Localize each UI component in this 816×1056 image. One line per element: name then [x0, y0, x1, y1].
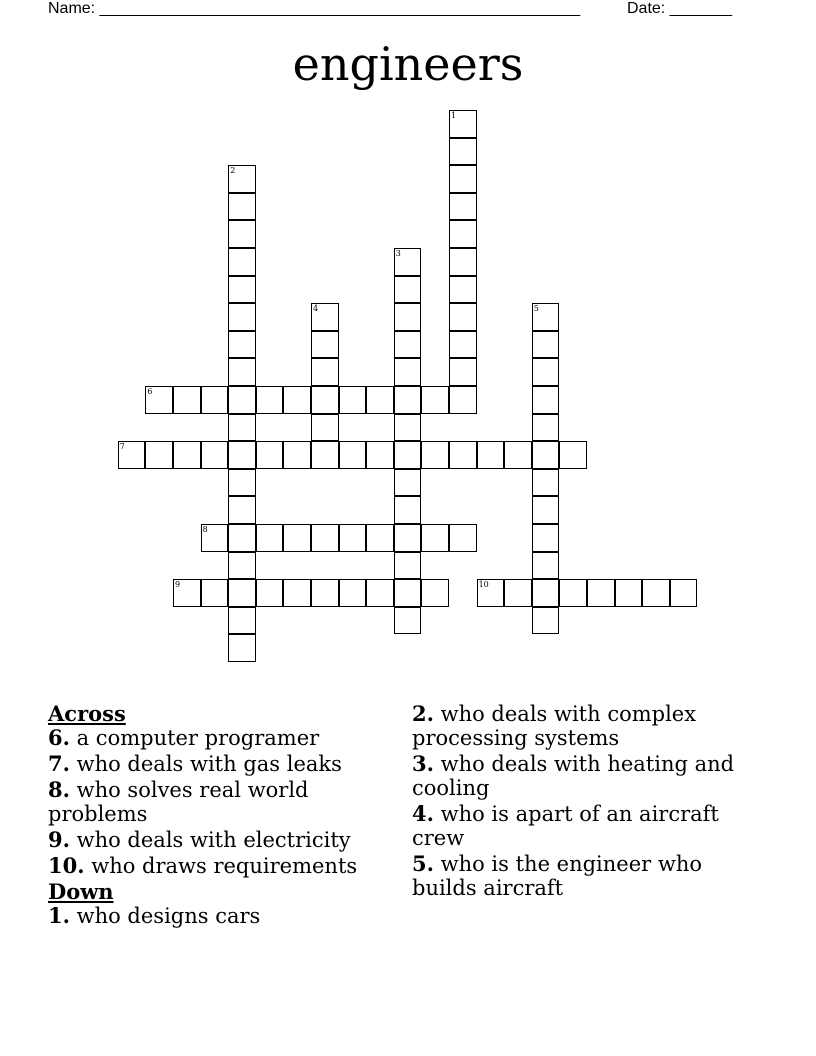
grid-cell[interactable]: [283, 579, 311, 607]
clue-number: 5.: [412, 851, 434, 876]
clue-number: 4.: [412, 801, 434, 826]
grid-cell[interactable]: [504, 579, 532, 607]
grid-cell[interactable]: [559, 441, 587, 469]
grid-cell[interactable]: [449, 303, 477, 331]
grid-cell[interactable]: [421, 579, 449, 607]
grid-cell[interactable]: [449, 248, 477, 276]
grid-cell[interactable]: [449, 165, 477, 193]
grid-cell[interactable]: [283, 441, 311, 469]
clue-item: [48, 904, 388, 928]
grid-cell[interactable]: [421, 441, 449, 469]
grid-cell[interactable]: [366, 524, 394, 552]
grid-cell[interactable]: [559, 579, 587, 607]
grid-cell[interactable]: [173, 441, 201, 469]
grid-cell[interactable]: [228, 358, 256, 386]
grid-cell[interactable]: [394, 441, 422, 469]
grid-cell[interactable]: [256, 441, 284, 469]
grid-cell[interactable]: [532, 579, 560, 607]
clue-number: 7.: [48, 751, 70, 776]
cell-number: 9: [175, 580, 181, 590]
clue-text: a computer programer: [69, 726, 320, 750]
grid-cell[interactable]: [394, 552, 422, 580]
grid-cell[interactable]: [228, 248, 256, 276]
grid-cell[interactable]: [670, 579, 698, 607]
grid-cell[interactable]: [201, 386, 229, 414]
across-heading: Across: [48, 701, 126, 726]
clue-item: [412, 852, 752, 900]
grid-cell[interactable]: [228, 386, 256, 414]
clues-right-column: [412, 702, 752, 902]
grid-cell[interactable]: [228, 220, 256, 248]
grid-cell[interactable]: [532, 303, 560, 331]
grid-cell[interactable]: [311, 414, 339, 442]
clue-text: who is apart of an aircraft crew: [412, 802, 719, 850]
grid-cell[interactable]: [394, 607, 422, 635]
grid-cell[interactable]: [228, 552, 256, 580]
grid-cell[interactable]: [228, 496, 256, 524]
grid-cell[interactable]: [311, 303, 339, 331]
grid-cell[interactable]: [532, 331, 560, 359]
grid-cell[interactable]: [394, 303, 422, 331]
grid-cell[interactable]: [228, 414, 256, 442]
cell-number: 3: [395, 249, 401, 258]
clue-item: [48, 778, 388, 826]
grid-cell[interactable]: [145, 386, 173, 414]
grid-cell[interactable]: [311, 358, 339, 386]
grid-cell[interactable]: [421, 386, 449, 414]
grid-cell[interactable]: [228, 524, 256, 552]
clue-text: who designs cars: [69, 904, 261, 928]
grid-cell[interactable]: [228, 579, 256, 607]
clue-text: who deals with complex processing systems: [412, 702, 697, 750]
grid-cell[interactable]: [311, 579, 339, 607]
clue-number: 6.: [48, 725, 70, 750]
grid-cell[interactable]: [283, 386, 311, 414]
grid-cell[interactable]: [532, 469, 560, 497]
cell-number: 5: [533, 304, 539, 314]
clue-text: who solves real world problems: [48, 778, 309, 826]
grid-cell[interactable]: [228, 193, 256, 221]
grid-cell[interactable]: [228, 469, 256, 497]
clue-text: who is the engineer who builds aircraft: [412, 852, 703, 900]
clue-item: [48, 828, 388, 852]
grid-cell[interactable]: [145, 441, 173, 469]
cell-number: 7: [119, 442, 125, 452]
clue-item: [412, 702, 752, 750]
grid-cell[interactable]: [256, 524, 284, 552]
grid-cell[interactable]: [532, 358, 560, 386]
clue-number: 1.: [48, 903, 70, 928]
grid-cell[interactable]: [477, 441, 505, 469]
grid-cell[interactable]: [449, 386, 477, 414]
grid-cell[interactable]: [256, 386, 284, 414]
clue-text: who deals with heating and cooling: [412, 752, 735, 800]
grid-cell[interactable]: [311, 441, 339, 469]
grid-cell[interactable]: [366, 441, 394, 469]
clue-text: who deals with electricity: [69, 828, 351, 852]
grid-cell[interactable]: [477, 579, 505, 607]
grid-cell[interactable]: [173, 579, 201, 607]
grid-cell[interactable]: [532, 386, 560, 414]
cell-number: 4: [313, 304, 319, 314]
grid-cell[interactable]: [228, 165, 256, 193]
clues-left-column: [48, 702, 388, 930]
grid-cell[interactable]: [532, 524, 560, 552]
clue-text: who draws requirements: [84, 854, 358, 878]
grid-cell[interactable]: [642, 579, 670, 607]
grid-cell[interactable]: [173, 386, 201, 414]
clue-number: 3.: [412, 751, 434, 776]
clue-number: 10.: [48, 853, 85, 878]
clue-number: 2.: [412, 701, 434, 726]
down-heading: Down: [48, 879, 114, 904]
clue-number: 9.: [48, 827, 70, 852]
grid-cell[interactable]: [118, 441, 146, 469]
grid-cell[interactable]: [449, 276, 477, 304]
grid-cell[interactable]: [201, 579, 229, 607]
grid-cell[interactable]: [421, 524, 449, 552]
grid-cell[interactable]: [228, 634, 256, 662]
grid-cell[interactable]: [532, 496, 560, 524]
clue-text: who deals with gas leaks: [69, 752, 342, 776]
grid-cell[interactable]: [504, 441, 532, 469]
grid-cell[interactable]: [394, 469, 422, 497]
grid-cell[interactable]: [201, 441, 229, 469]
clue-item: [48, 854, 388, 878]
down-clue-list-continued: [412, 702, 752, 900]
grid-cell[interactable]: [201, 524, 229, 552]
grid-cell[interactable]: [394, 414, 422, 442]
grid-cell[interactable]: [449, 220, 477, 248]
grid-cell[interactable]: [532, 441, 560, 469]
grid-cell[interactable]: [394, 579, 422, 607]
date-field-line: Date: _______: [627, 0, 732, 17]
grid-cell[interactable]: [394, 524, 422, 552]
grid-cell[interactable]: [394, 496, 422, 524]
cell-number: 2: [230, 166, 236, 176]
grid-cell[interactable]: [311, 331, 339, 359]
grid-cell[interactable]: [228, 441, 256, 469]
grid-cell[interactable]: [228, 331, 256, 359]
grid-cell[interactable]: [366, 579, 394, 607]
grid-cell[interactable]: [532, 414, 560, 442]
grid-cell[interactable]: [283, 524, 311, 552]
grid-cell[interactable]: [532, 607, 560, 635]
grid-cell[interactable]: [532, 552, 560, 580]
grid-cell[interactable]: [366, 386, 394, 414]
grid-cell[interactable]: [394, 276, 422, 304]
cell-number: 10: [478, 580, 489, 590]
grid-cell[interactable]: [311, 524, 339, 552]
clue-number: 8.: [48, 777, 70, 802]
grid-cell[interactable]: [449, 331, 477, 359]
down-clue-list: [48, 904, 388, 928]
grid-cell[interactable]: [339, 524, 367, 552]
grid-cell[interactable]: [394, 386, 422, 414]
grid-cell[interactable]: [449, 193, 477, 221]
grid-cell[interactable]: [449, 441, 477, 469]
grid-cell[interactable]: [228, 303, 256, 331]
grid-cell[interactable]: [449, 110, 477, 138]
grid-cell[interactable]: [394, 358, 422, 386]
clue-item: [412, 802, 752, 850]
name-field-line: Name: ______________________________________________________: [48, 0, 581, 17]
grid-cell[interactable]: [228, 607, 256, 635]
grid-cell[interactable]: [449, 138, 477, 166]
grid-cell[interactable]: [339, 441, 367, 469]
grid-cell[interactable]: [228, 276, 256, 304]
cell-number: 8: [202, 525, 208, 534]
clue-item: [48, 752, 388, 776]
grid-cell[interactable]: [615, 579, 643, 607]
clue-item: [412, 752, 752, 800]
grid-cell[interactable]: [311, 386, 339, 414]
grid-cell[interactable]: [339, 579, 367, 607]
grid-cell[interactable]: [256, 579, 284, 607]
grid-cell[interactable]: [587, 579, 615, 607]
grid-cell[interactable]: [449, 524, 477, 552]
cell-number: 1: [451, 111, 457, 120]
grid-cell[interactable]: [339, 386, 367, 414]
clue-item: [48, 726, 388, 750]
across-clue-list: [48, 726, 388, 878]
puzzle-title: engineers: [292, 37, 524, 91]
grid-cell[interactable]: [394, 248, 422, 276]
grid-cell[interactable]: [394, 331, 422, 359]
cell-number: 6: [147, 387, 153, 396]
grid-cell[interactable]: [449, 358, 477, 386]
